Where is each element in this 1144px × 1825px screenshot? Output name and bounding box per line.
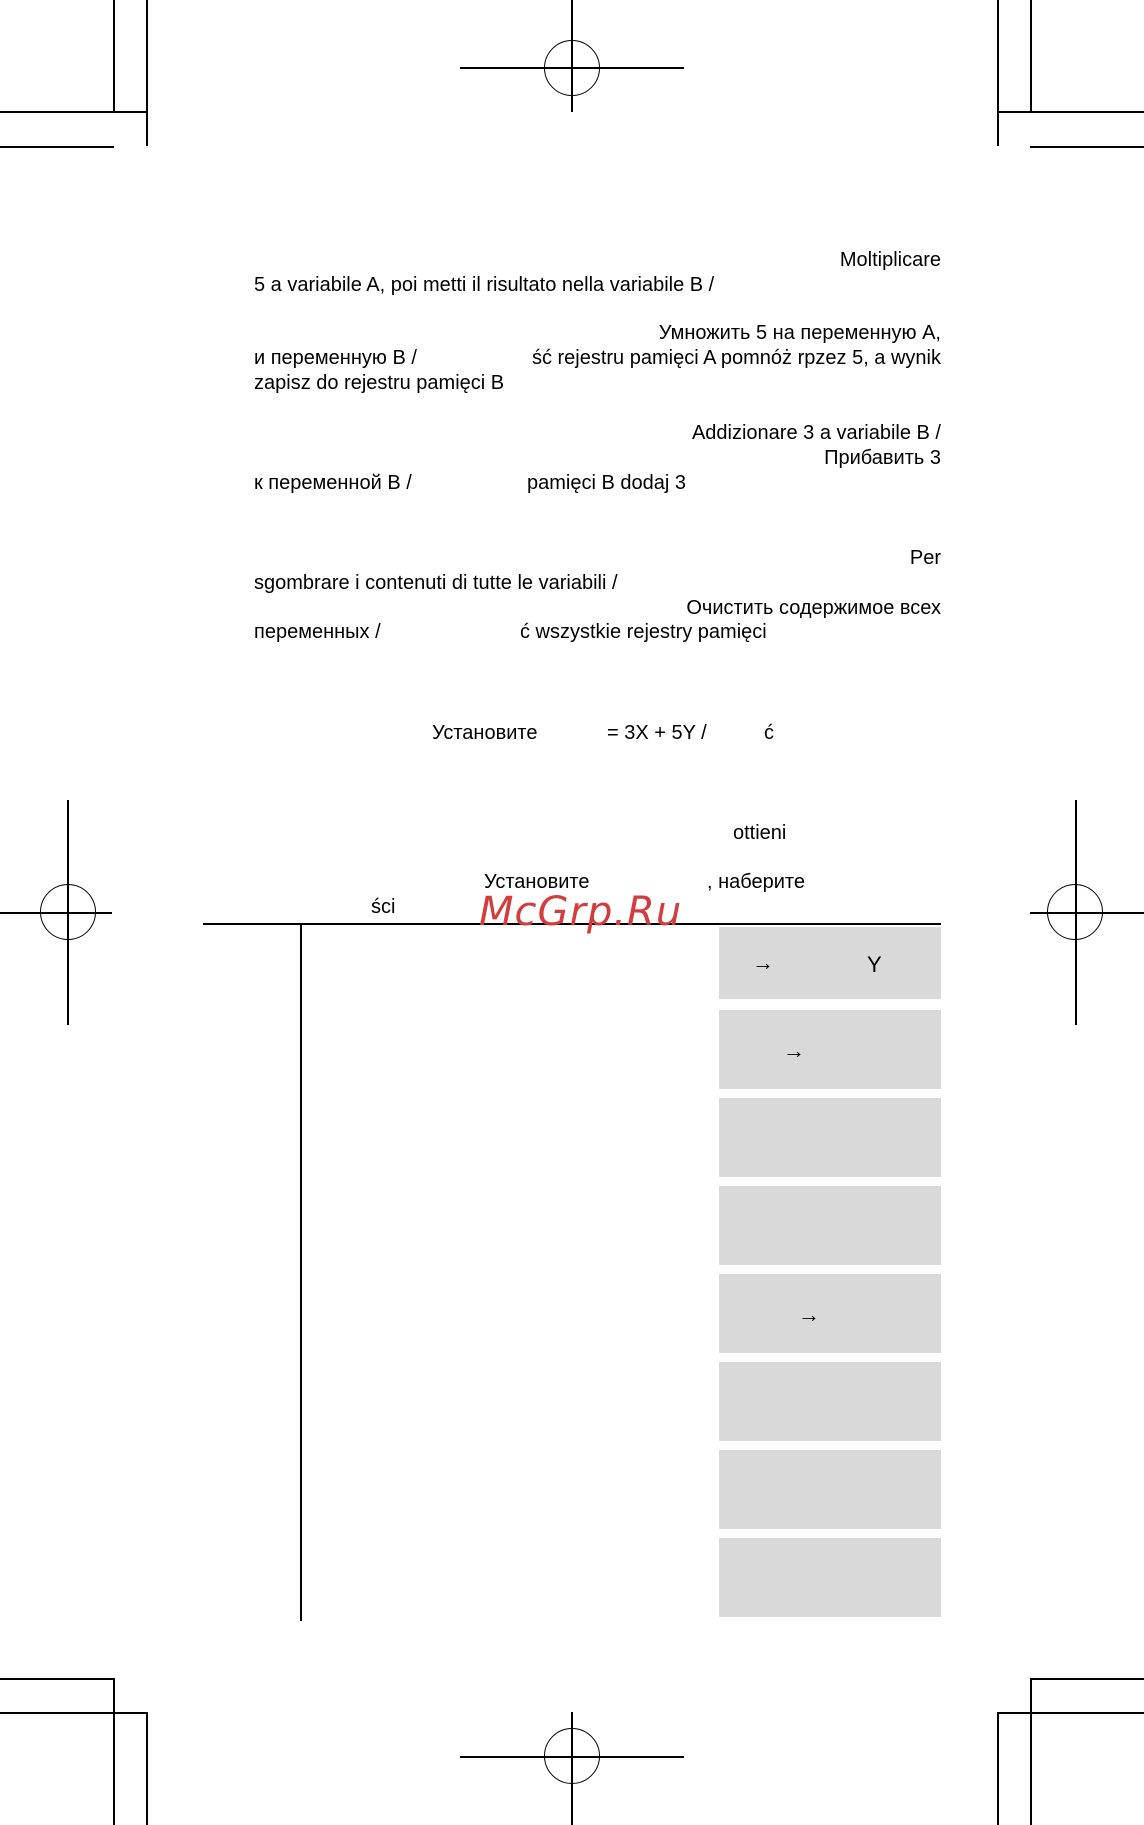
keystroke-cell — [719, 1186, 941, 1265]
text-line: Per — [909, 547, 941, 569]
text-fragment: ści — [371, 896, 396, 918]
keystroke-cell — [719, 1450, 941, 1529]
text-line: ć wszystkie rejestry pamięci — [520, 621, 767, 643]
keystroke-cell — [719, 1098, 941, 1177]
text-line: pamięci B dodaj 3 — [527, 472, 686, 494]
text-fragment: ottieni — [733, 822, 787, 844]
text-fragment: , наберите — [707, 871, 805, 893]
keystroke-cell — [719, 1274, 941, 1353]
keystroke-cell — [719, 1010, 941, 1089]
text-line: Moltiplicare — [839, 249, 941, 271]
text-line: sgombrare i contenuti di tutte le variabili / — [254, 572, 618, 594]
text-line: переменных / — [254, 621, 381, 643]
arrow-icon: → — [752, 950, 774, 975]
text-line: ść rejestru pamięci A pomnóż rpzez 5, a wynik — [531, 347, 941, 369]
arrow-icon: → — [783, 1038, 805, 1063]
text-line: 5 a variabile A, poi metti il risultato nella variabile B / — [254, 274, 715, 296]
text-line: Прибавить 3 — [824, 447, 941, 469]
keystroke-cell — [719, 927, 941, 999]
variable-label: Y — [867, 952, 882, 977]
text-fragment: Установите — [432, 722, 538, 744]
arrow-icon: → — [798, 1302, 820, 1327]
watermark: McGrp.Ru — [479, 889, 683, 935]
text-line: Addizionare 3 a variabile B / — [691, 422, 941, 444]
table-column-rule — [300, 923, 302, 1621]
text-fragment: ć — [764, 722, 774, 744]
text-line: Умножить 5 на переменную A, — [658, 322, 941, 344]
text-fragment: Установите — [484, 871, 590, 893]
text-line: к переменной B / — [254, 472, 412, 494]
text-line: zapisz do rejestru pamięci B — [254, 372, 505, 394]
text-line: и переменную B / — [254, 347, 417, 369]
keystroke-cell — [719, 1538, 941, 1617]
keystroke-cell — [719, 1362, 941, 1441]
formula-text: = 3X + 5Y / — [607, 722, 707, 744]
text-line: Очистить содержимое всех — [686, 597, 941, 619]
